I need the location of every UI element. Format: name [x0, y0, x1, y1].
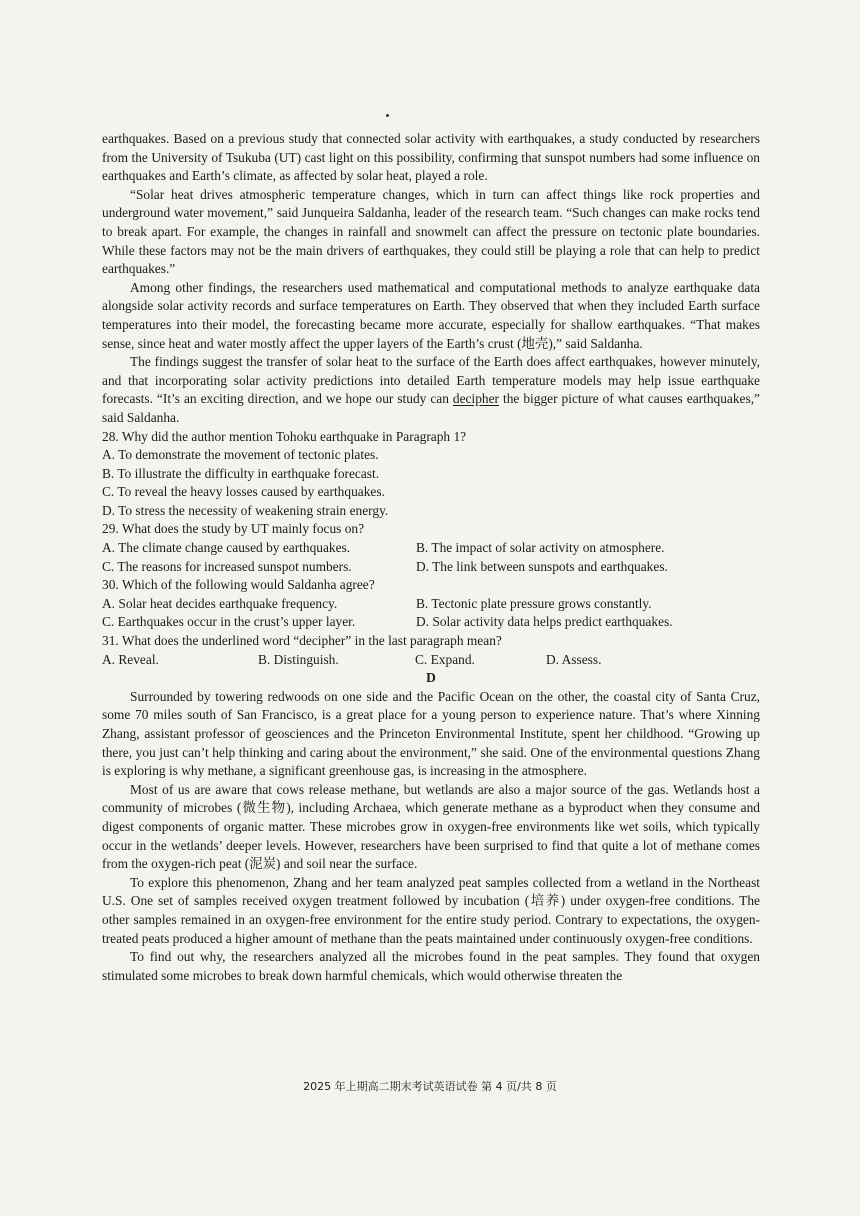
- question-31-options-row: [102, 651, 760, 670]
- question-31-option-d: D. Assess.: [546, 651, 602, 667]
- question-29-option-d: D. The link between sunspots and earthquakes.: [416, 558, 668, 574]
- question-30-option-b: B. Tectonic plate pressure grows constantly.: [416, 595, 652, 611]
- question-29-option-b: B. The impact of solar activity on atmosphere.: [416, 540, 665, 556]
- page-footer: 2025 年上期高二期末考试英语试卷 第 4 页/共 8 页: [303, 1080, 557, 1093]
- underlined-word-decipher: decipher: [452, 391, 500, 407]
- question-28-option-a: A. To demonstrate the movement of tectonic plates.: [102, 447, 379, 463]
- question-31-option-b: B. Distinguish.: [258, 651, 339, 667]
- question-30-options-row-1: [102, 595, 760, 614]
- page-content: [102, 130, 760, 985]
- question-30-stem: 30. Which of the following would Saldanha agree?: [102, 577, 375, 593]
- question-29-option-a: A. The climate change caused by earthquakes.: [102, 540, 351, 556]
- passage-d-paragraph-3: To explore this phenomenon, Zhang and her team analyzed peat samples collected from a wetland in the Northeast U.S. One set of samples received oxygen treatment followed by incubation (培养) under oxygen-free conditions. The other samples remained in an oxygen-free environment for the entire study period. Contrary to expectations, the oxygen-treated peats produced a higher amount of methane than the peats maintained under continuously oxygen-free conditions.: [102, 874, 760, 946]
- question-31-option-a: A. Reveal.: [102, 651, 159, 667]
- section-d-heading: D: [426, 670, 436, 686]
- paragraph-4-text-before: The findings suggest the transfer of solar heat to the surface of the Earth does affect earthquakes, however minutely, and that incorporating solar activity predictions into detailed Earth temperature models may help issue earthquake forecasts. “It’s an exciting direction, and we hope our study can: [102, 354, 760, 407]
- passage-d-paragraph-2: Most of us are aware that cows release methane, but wetlands are also a major source of the gas. Wetlands host a community of microbes (微生物), including Archaea, which generate methane as a byproduct when they consume and digest components of organic matter. These microbes grow in oxygen-free environments like wet soils, which typically occur in the wetlands’ deeper levels. However, researchers have been surprised to find that quite a lot of methane comes from the oxygen-rich peat (泥炭) and soil near the surface.: [102, 781, 760, 872]
- question-30-option-d: D. Solar activity data helps predict earthquakes.: [416, 614, 673, 630]
- passage-c-paragraph-3: Among other findings, the researchers used mathematical and computational methods to analyze earthquake data alongside solar activity records and surface temperatures on Earth. They observed that when they included Earth surface temperatures into their model, the forecasting became more accurate, especially for shallow earthquakes. “That makes sense, since heat and water mostly affect the upper layers of the Earth’s crust (地壳),” said Saldanha.: [102, 279, 760, 351]
- question-31-option-c: C. Expand.: [415, 651, 475, 667]
- paragraph-4-text-after: the bigger picture of what causes earthquakes,” said Saldanha.: [102, 391, 760, 425]
- scan-speck: [386, 114, 389, 117]
- question-28-option-b: B. To illustrate the difficulty in earthquake forecast.: [102, 465, 380, 481]
- question-28-option-d: D. To stress the necessity of weakening strain energy.: [102, 502, 389, 518]
- passage-c-paragraph-4: [102, 353, 760, 427]
- question-31-stem: 31. What does the underlined word “decipher” in the last paragraph mean?: [102, 633, 502, 649]
- question-29-options-row-2: [102, 558, 760, 577]
- question-28-option-c: C. To reveal the heavy losses caused by earthquakes.: [102, 484, 385, 500]
- question-29-option-c: C. The reasons for increased sunspot numbers.: [102, 558, 352, 574]
- passage-d-paragraph-1: Surrounded by towering redwoods on one side and the Pacific Ocean on the other, the coastal city of Santa Cruz, some 70 miles south of San Francisco, is a great place for a young person to experience nature. That’s where Xinning Zhang, assistant professor of geosciences and the Princeton Environmental Institute, spent her childhood. “Growing up there, you just can’t help thinking and caring about the environment,” she said. One of the environmental questions Zhang is exploring is why methane, a significant greenhouse gas, is increasing in the atmosphere.: [102, 688, 760, 779]
- passage-c-paragraph-2: “Solar heat drives atmospheric temperature changes, which in turn can affect things like rock properties and underground water movement,” said Junqueira Saldanha, leader of the research team. “Such changes can make rocks tend to break apart. For example, the changes in rainfall and snowmelt can affect the pressure on tectonic plate boundaries. While these factors may not be the main drivers of earthquakes, they could still be playing a role that can help to predict earthquakes.”: [102, 186, 760, 277]
- question-29-options-row-1: [102, 539, 760, 558]
- question-30-option-c: C. Earthquakes occur in the crust’s upper layer.: [102, 614, 356, 630]
- passage-c-paragraph-1: earthquakes. Based on a previous study that connected solar activity with earthquakes, a study conducted by researchers from the University of Tsukuba (UT) cast light on this possibility, confirming that sunspot numbers had some influence on earthquakes and Earth’s climate, as affected by solar heat, played a role.: [102, 131, 760, 184]
- question-30-options-row-2: [102, 613, 760, 632]
- question-29-stem: 29. What does the study by UT mainly focus on?: [102, 521, 365, 537]
- question-28-stem: 28. Why did the author mention Tohoku earthquake in Paragraph 1?: [102, 428, 467, 444]
- question-30-option-a: A. Solar heat decides earthquake frequency.: [102, 595, 338, 611]
- passage-d-paragraph-4: To find out why, the researchers analyzed all the microbes found in the peat samples. They found that oxygen stimulated some microbes to break down harmful chemicals, which would otherwise threaten the: [102, 949, 760, 983]
